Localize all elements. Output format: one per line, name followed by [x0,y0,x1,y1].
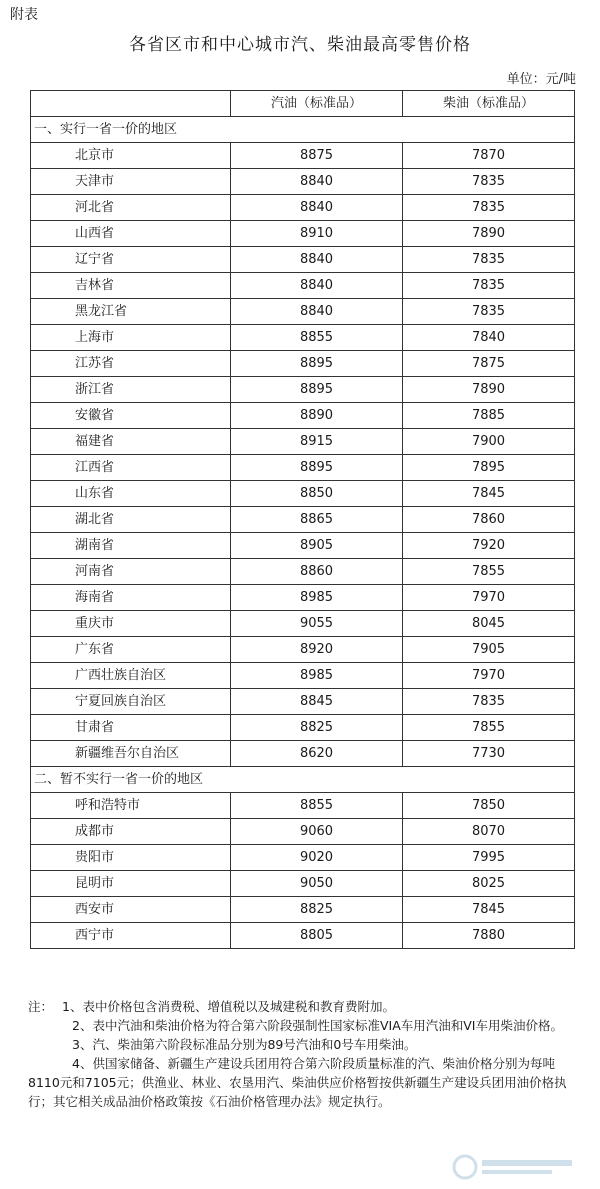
region-cell: 江苏省 [31,351,231,377]
table-row [31,793,575,819]
table-row [31,611,575,637]
table-row [31,559,575,585]
diesel-price-cell: 7870 [403,143,575,169]
section-row [31,767,575,793]
table-row [31,351,575,377]
logo-watermark-icon [450,1152,580,1182]
table-row [31,403,575,429]
diesel-price-cell: 7905 [403,637,575,663]
notes-lead: 注： [28,999,54,1014]
table-row [31,455,575,481]
region-cell: 山西省 [31,221,231,247]
diesel-price-cell: 7845 [403,897,575,923]
table-row [31,637,575,663]
region-cell: 贵阳市 [31,845,231,871]
table-row [31,299,575,325]
table-row [31,221,575,247]
section-heading: 二、暂不实行一省一价的地区 [31,767,575,793]
region-cell: 湖北省 [31,507,231,533]
gasoline-price-cell: 8895 [231,377,403,403]
table-row [31,325,575,351]
diesel-price-cell: 8045 [403,611,575,637]
note-item: 3、汽、柴油第六阶段标准品分别为89号汽油和0号车用柴油。 [72,1037,417,1052]
diesel-price-cell: 7875 [403,351,575,377]
gasoline-price-cell: 8865 [231,507,403,533]
region-cell: 广西壮族自治区 [31,663,231,689]
price-table [30,90,575,949]
region-cell: 河北省 [31,195,231,221]
region-cell: 湖南省 [31,533,231,559]
diesel-price-cell: 7860 [403,507,575,533]
gasoline-price-cell: 8895 [231,351,403,377]
table-row [31,273,575,299]
table-row [31,195,575,221]
gasoline-price-cell: 8985 [231,585,403,611]
table-row [31,169,575,195]
gasoline-price-cell: 8805 [231,923,403,949]
notes-block [28,997,578,1111]
gasoline-price-cell: 8895 [231,455,403,481]
region-cell: 新疆维吾尔自治区 [31,741,231,767]
table-row [31,845,575,871]
table-row [31,819,575,845]
region-cell: 呼和浩特市 [31,793,231,819]
note-item [28,997,578,1016]
gasoline-price-cell: 8855 [231,793,403,819]
note-item: 4、供国家储备、新疆生产建设兵团用符合第六阶段质量标准的汽、柴油价格分别为每吨8110元和7105元；供渔业、林业、农垦用汽、柴油供应价格暂按供新疆生产建设兵团用油价格执行；其它相关成品油价格政策按《石油价格管理办法》规定执行。 [28,1056,567,1109]
diesel-price-cell: 7835 [403,299,575,325]
gasoline-price-cell: 8620 [231,741,403,767]
region-cell: 重庆市 [31,611,231,637]
region-cell: 河南省 [31,559,231,585]
gasoline-price-cell: 8840 [231,299,403,325]
diesel-price-cell: 7845 [403,481,575,507]
gasoline-price-cell: 9055 [231,611,403,637]
diesel-price-cell: 7855 [403,559,575,585]
diesel-price-cell: 7970 [403,585,575,611]
region-cell: 成都市 [31,819,231,845]
table-row [31,663,575,689]
region-cell: 吉林省 [31,273,231,299]
table-row [31,143,575,169]
gasoline-price-cell: 8840 [231,169,403,195]
diesel-price-cell: 7900 [403,429,575,455]
diesel-price-cell: 7835 [403,689,575,715]
gasoline-price-cell: 8910 [231,221,403,247]
gasoline-price-cell: 9060 [231,819,403,845]
region-cell: 天津市 [31,169,231,195]
gasoline-price-cell: 8890 [231,403,403,429]
region-cell: 山东省 [31,481,231,507]
gasoline-price-cell: 8855 [231,325,403,351]
diesel-price-cell: 7895 [403,455,575,481]
unit-label: 单位：元/吨 [506,72,576,87]
table-row [31,689,575,715]
table-body [31,117,575,949]
diesel-price-cell: 7730 [403,741,575,767]
diesel-price-cell: 7885 [403,403,575,429]
section-heading: 一、实行一省一价的地区 [31,117,575,143]
gasoline-price-cell: 8860 [231,559,403,585]
region-cell: 浙江省 [31,377,231,403]
region-cell: 辽宁省 [31,247,231,273]
gasoline-price-cell: 8825 [231,715,403,741]
diesel-price-cell: 7855 [403,715,575,741]
table-row [31,585,575,611]
diesel-price-cell: 7835 [403,195,575,221]
region-cell: 福建省 [31,429,231,455]
gasoline-price-cell: 8840 [231,195,403,221]
diesel-price-cell: 7995 [403,845,575,871]
region-cell: 黑龙江省 [31,299,231,325]
attachment-label: 附表 [10,7,38,23]
diesel-price-cell: 8070 [403,819,575,845]
region-cell: 西安市 [31,897,231,923]
diesel-price-cell: 7835 [403,273,575,299]
gasoline-price-cell: 8875 [231,143,403,169]
table-row [31,871,575,897]
diesel-price-cell: 7835 [403,247,575,273]
table-row [31,429,575,455]
column-header-region [31,91,231,117]
gasoline-price-cell: 8905 [231,533,403,559]
table-row [31,377,575,403]
gasoline-price-cell: 9020 [231,845,403,871]
table-row [31,507,575,533]
note-text: 1、表中价格包含消费税、增值税以及城建税和教育费附加。 [62,999,395,1014]
region-cell: 江西省 [31,455,231,481]
diesel-price-cell: 7840 [403,325,575,351]
table-row [31,247,575,273]
gasoline-price-cell: 8985 [231,663,403,689]
diesel-price-cell: 7835 [403,169,575,195]
diesel-price-cell: 7850 [403,793,575,819]
gasoline-price-cell: 8825 [231,897,403,923]
gasoline-price-cell: 8915 [231,429,403,455]
table-row [31,897,575,923]
column-header-diesel: 柴油（标准品） [403,91,575,117]
note-item: 2、表中汽油和柴油价格为符合第六阶段强制性国家标准VIA车用汽油和VI车用柴油价格。 [72,1018,563,1033]
table-row [31,741,575,767]
gasoline-price-cell: 8850 [231,481,403,507]
section-row [31,117,575,143]
table-row [31,533,575,559]
region-cell: 安徽省 [31,403,231,429]
table-row [31,923,575,949]
region-cell: 上海市 [31,325,231,351]
gasoline-price-cell: 8840 [231,247,403,273]
table-header-row [31,91,575,117]
region-cell: 宁夏回族自治区 [31,689,231,715]
region-cell: 西宁市 [31,923,231,949]
diesel-price-cell: 7880 [403,923,575,949]
gasoline-price-cell: 8845 [231,689,403,715]
gasoline-price-cell: 9050 [231,871,403,897]
diesel-price-cell: 7890 [403,221,575,247]
region-cell: 广东省 [31,637,231,663]
region-cell: 北京市 [31,143,231,169]
diesel-price-cell: 7920 [403,533,575,559]
gasoline-price-cell: 8840 [231,273,403,299]
page-title: 各省区市和中心城市汽、柴油最高零售价格 [129,35,471,55]
region-cell: 海南省 [31,585,231,611]
gasoline-price-cell: 8920 [231,637,403,663]
diesel-price-cell: 7970 [403,663,575,689]
region-cell: 昆明市 [31,871,231,897]
column-header-gasoline: 汽油（标准品） [231,91,403,117]
diesel-price-cell: 8025 [403,871,575,897]
table-row [31,715,575,741]
diesel-price-cell: 7890 [403,377,575,403]
table-row [31,481,575,507]
region-cell: 甘肃省 [31,715,231,741]
